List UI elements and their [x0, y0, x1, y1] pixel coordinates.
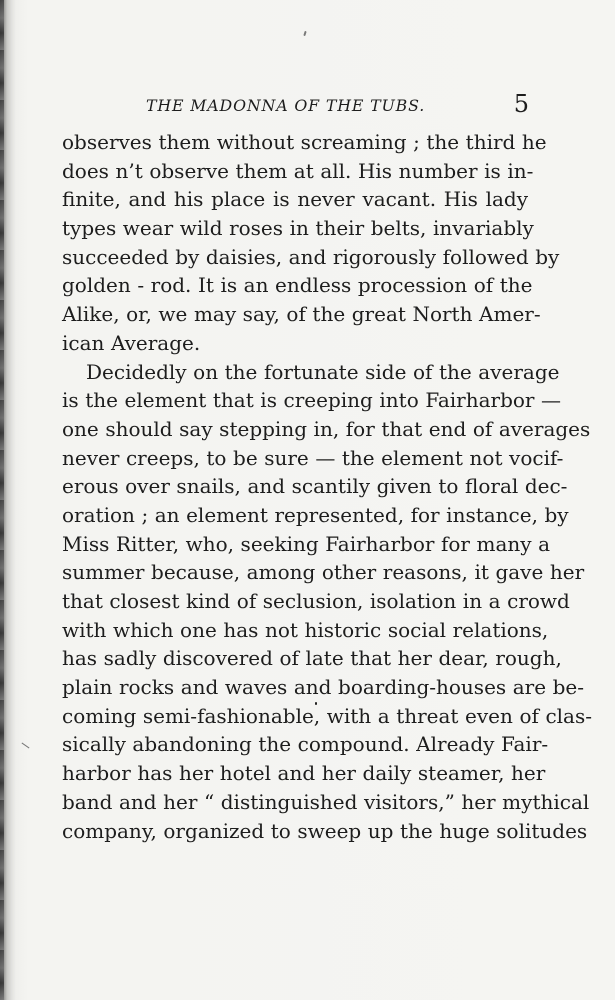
paragraph-continued [62, 128, 560, 358]
margin-pencil-mark [22, 743, 30, 749]
text-line: summer because, among other reasons, it gave her [62, 560, 585, 585]
page-edge-binding [0, 0, 4, 1000]
text-line: erous over snails, and scantily given to floral dec- [62, 474, 568, 499]
text-line: succeeded by daisies, and rigorously followed by [62, 244, 560, 269]
text-line: finite, and his place is never vacant. His lady [62, 187, 528, 212]
page-number: 5 [513, 90, 529, 118]
text-line: with which one has not historic social relations, [62, 617, 549, 642]
text-line: company, organized to sweep up the huge solitudes [62, 818, 588, 843]
text-line: golden - rod. It is an endless procession of the [62, 273, 533, 298]
paragraph-new [62, 358, 592, 846]
text-line: ican Average. [62, 330, 201, 355]
page-body-text [62, 128, 592, 845]
text-line: one should say stepping in, for that end of averages [62, 416, 591, 441]
text-line: types wear wild roses in their belts, invariably [62, 216, 534, 241]
text-line: coming semi-fashionable, with a threat even of clas- [62, 703, 592, 728]
text-line: observes them without screaming ; the third he [62, 130, 547, 154]
text-line: oration ; an element represented, for instance, by [62, 502, 569, 527]
text-line: harbor has her hotel and her daily steamer, her [62, 761, 546, 786]
running-head-title: THE MADONNA OF THE TUBS. [146, 96, 426, 115]
text-line-indented: Decidedly on the fortunate side of the average [86, 359, 560, 384]
text-line: plain rocks and waves and boarding-houses are be- [62, 675, 584, 700]
running-header [146, 90, 529, 124]
text-line: is the element that is creeping into Fairharbor — [62, 388, 562, 413]
text-line: has sadly discovered of late that her dear, rough, [62, 646, 562, 671]
ink-speck [303, 31, 306, 36]
text-line: Alike, or, we may say, of the great North Amer- [62, 302, 541, 327]
text-line: sically abandoning the compound. Already Fair- [62, 732, 549, 757]
text-line: never creeps, to be sure — the element not vocif- [62, 445, 564, 470]
text-line: Miss Ritter, who, seeking Fairharbor for many a [62, 531, 551, 556]
text-line: does n’t observe them at all. His number is in- [62, 158, 534, 183]
text-line: that closest kind of seclusion, isolation in a crowd [62, 589, 570, 613]
text-line: band and her “ distinguished visitors,” her mythical [62, 789, 590, 814]
